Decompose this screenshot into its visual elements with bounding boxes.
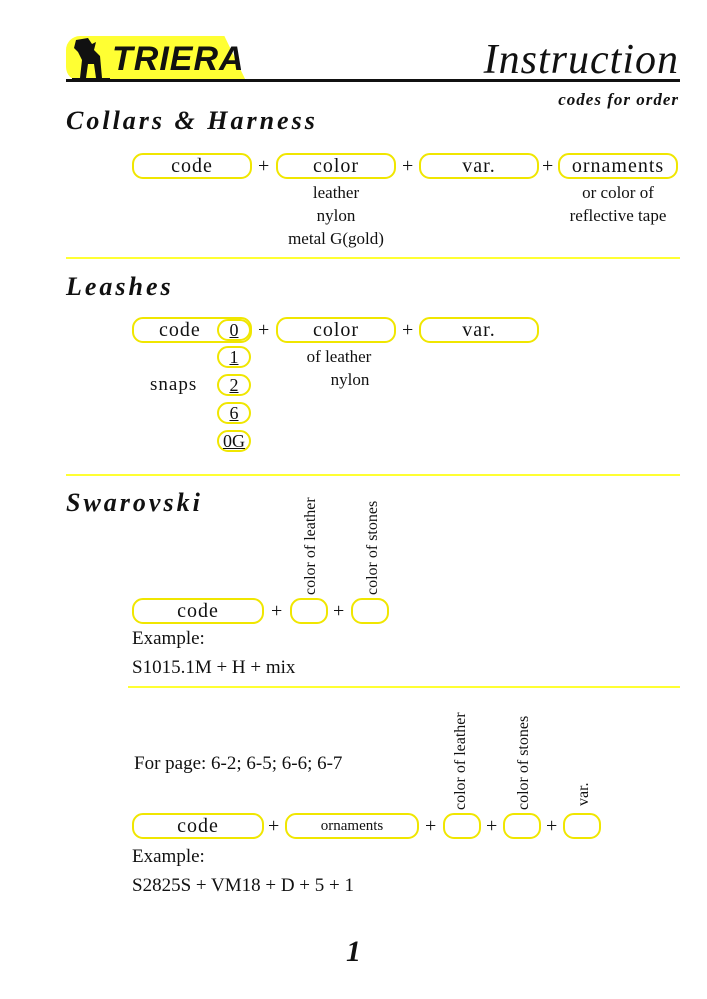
leather-color-box	[290, 598, 328, 624]
section-title-swarovski: Swarovski	[66, 488, 203, 517]
leash-color-note: nylon	[330, 370, 370, 389]
section-title-leashes: Leashes	[66, 272, 174, 301]
code-box: code	[132, 598, 264, 624]
plus-sign: +	[486, 815, 498, 837]
leather-color-box	[443, 813, 481, 839]
page-title: Instruction	[483, 37, 679, 83]
plus-sign: +	[271, 600, 283, 622]
brand-name: TRIERA	[112, 40, 245, 78]
snap-option: 2	[217, 374, 251, 396]
code-box: code	[132, 153, 252, 179]
ornament-note: reflective tape	[569, 206, 667, 225]
vertical-label: color of stones	[364, 500, 381, 595]
color-note: nylon	[316, 206, 356, 225]
pages-reference: For page: 6-2; 6-5; 6-6; 6-7	[134, 753, 343, 774]
vertical-label: var.	[575, 782, 592, 806]
example-label: Example:	[132, 846, 205, 867]
stones-color-box	[351, 598, 389, 624]
stones-color-box	[503, 813, 541, 839]
snap-option: 6	[217, 402, 251, 424]
plus-sign: +	[258, 319, 270, 341]
plus-sign: +	[546, 815, 558, 837]
plus-sign: +	[425, 815, 437, 837]
example-value: S2825S + VM18 + D + 5 + 1	[132, 875, 354, 896]
plus-sign: +	[268, 815, 280, 837]
snap-option: 0	[217, 319, 251, 341]
var-box: var.	[419, 153, 539, 179]
page-subtitle: codes for order	[558, 90, 679, 109]
color-box: color	[276, 153, 396, 179]
color-box: color	[276, 317, 396, 343]
vertical-label: color of stones	[515, 715, 532, 810]
code-box: code	[132, 317, 252, 343]
color-note: leather	[312, 183, 360, 202]
dog-logo-icon	[70, 34, 114, 82]
section-title-collars: Collars & Harness	[66, 106, 318, 135]
plus-sign: +	[402, 155, 414, 177]
section-divider	[128, 686, 680, 688]
example-value: S1015.1M + H + mix	[132, 657, 296, 678]
plus-sign: +	[542, 155, 554, 177]
color-note: metal G(gold)	[288, 229, 384, 248]
section-divider	[66, 257, 680, 259]
ornaments-box: ornaments	[558, 153, 678, 179]
plus-sign: +	[258, 155, 270, 177]
leash-color-note: of leather	[306, 347, 372, 366]
page-number: 1	[346, 935, 361, 968]
snaps-label: snaps	[150, 374, 198, 395]
plus-sign: +	[333, 600, 345, 622]
ornament-note: or color of	[582, 183, 654, 202]
var-box	[563, 813, 601, 839]
example-label: Example:	[132, 628, 205, 649]
ornaments-box: ornaments	[285, 813, 419, 839]
vertical-label: color of leather	[302, 497, 319, 595]
section-divider	[66, 474, 680, 476]
var-box: var.	[419, 317, 539, 343]
snap-option: 0G	[217, 430, 251, 452]
vertical-label: color of leather	[452, 712, 469, 810]
plus-sign: +	[402, 319, 414, 341]
snap-option: 1	[217, 346, 251, 368]
code-box: code	[132, 813, 264, 839]
